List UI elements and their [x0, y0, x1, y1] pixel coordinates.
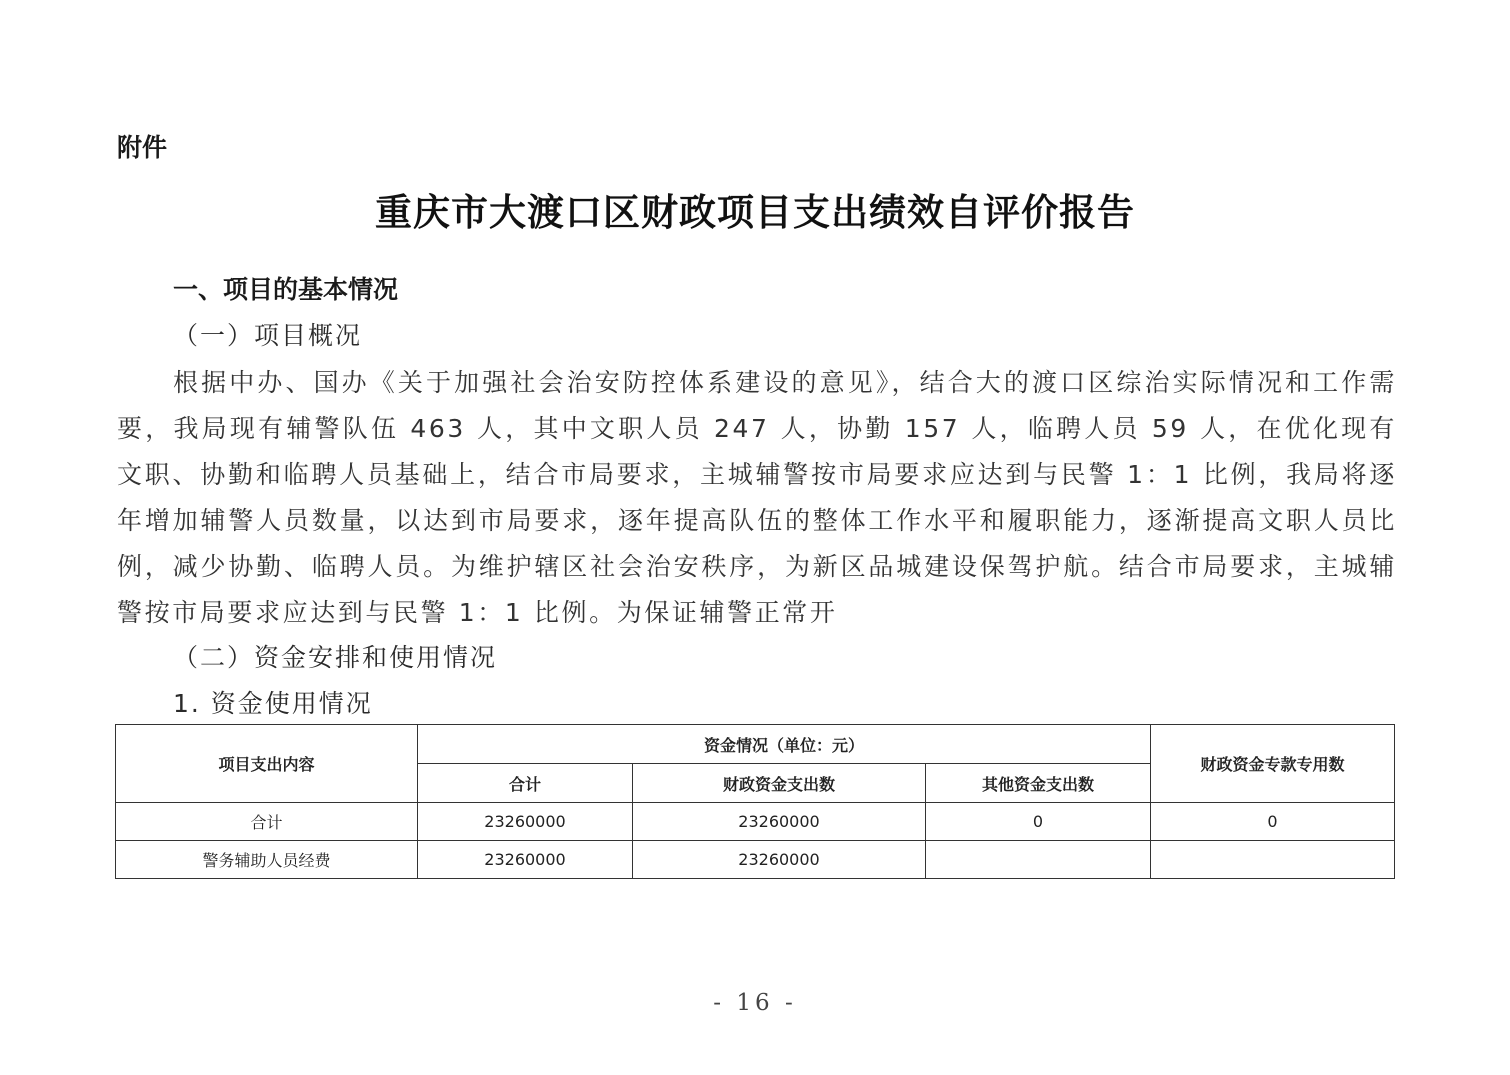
cell-other [926, 841, 1151, 879]
attachment-label: 附件 [117, 133, 168, 162]
subsection-heading-overview: （一）项目概况 [173, 321, 363, 350]
cell-fiscal: 23260000 [633, 803, 926, 841]
report-title: 重庆市大渡口区财政项目支出绩效自评价报告 [375, 190, 1135, 234]
header-fund-group: 资金情况（单位：元） [418, 725, 1151, 764]
header-fiscal: 财政资金支出数 [633, 764, 926, 803]
cell-content: 警务辅助人员经费 [116, 841, 418, 879]
header-other: 其他资金支出数 [926, 764, 1151, 803]
header-total: 合计 [418, 764, 633, 803]
cell-total: 23260000 [418, 841, 633, 879]
table-row [116, 803, 1395, 841]
cell-content: 合计 [116, 803, 418, 841]
page-number: - 16 - [713, 990, 797, 1016]
table-row [116, 841, 1395, 879]
cell-fiscal: 23260000 [633, 841, 926, 879]
table-header-row [116, 725, 1395, 764]
item-heading-fund-usage: 1. 资金使用情况 [173, 689, 373, 718]
cell-special [1151, 841, 1395, 879]
cell-special: 0 [1151, 803, 1395, 841]
header-special: 财政资金专款专用数 [1151, 725, 1395, 803]
section-heading-basic-info: 一、项目的基本情况 [173, 275, 399, 304]
cell-total: 23260000 [418, 803, 633, 841]
overview-paragraph: 根据中办、国办《关于加强社会治安防控体系建设的意见》，结合大的渡口区综治实际情况和工作需要，我局现有辅警队伍 463 人，其中文职人员 247 人，协勤 157 人，临聘人员 59 人，在优化现有文职、协勤和临聘人员基础上，结合市局要求，主城辅警按市局要求应达到与民警 1：1 比例，我局将逐年增加辅警人员数量，以达到市局要求，逐年提高队伍的整体工作水平和履职能力，逐渐提高文职人员比例，减少协勤、临聘人员。为维护辖区社会治安秩序，为新区品城建设保驾护航。结合市局要求，主城辅警按市局要求应达到与民警 1：1 比例。为保证辅警正常开 [117, 368, 1397, 627]
cell-other: 0 [926, 803, 1151, 841]
fund-usage-table [115, 724, 1395, 879]
header-content: 项目支出内容 [116, 725, 418, 803]
subsection-heading-funding: （二）资金安排和使用情况 [173, 643, 498, 672]
